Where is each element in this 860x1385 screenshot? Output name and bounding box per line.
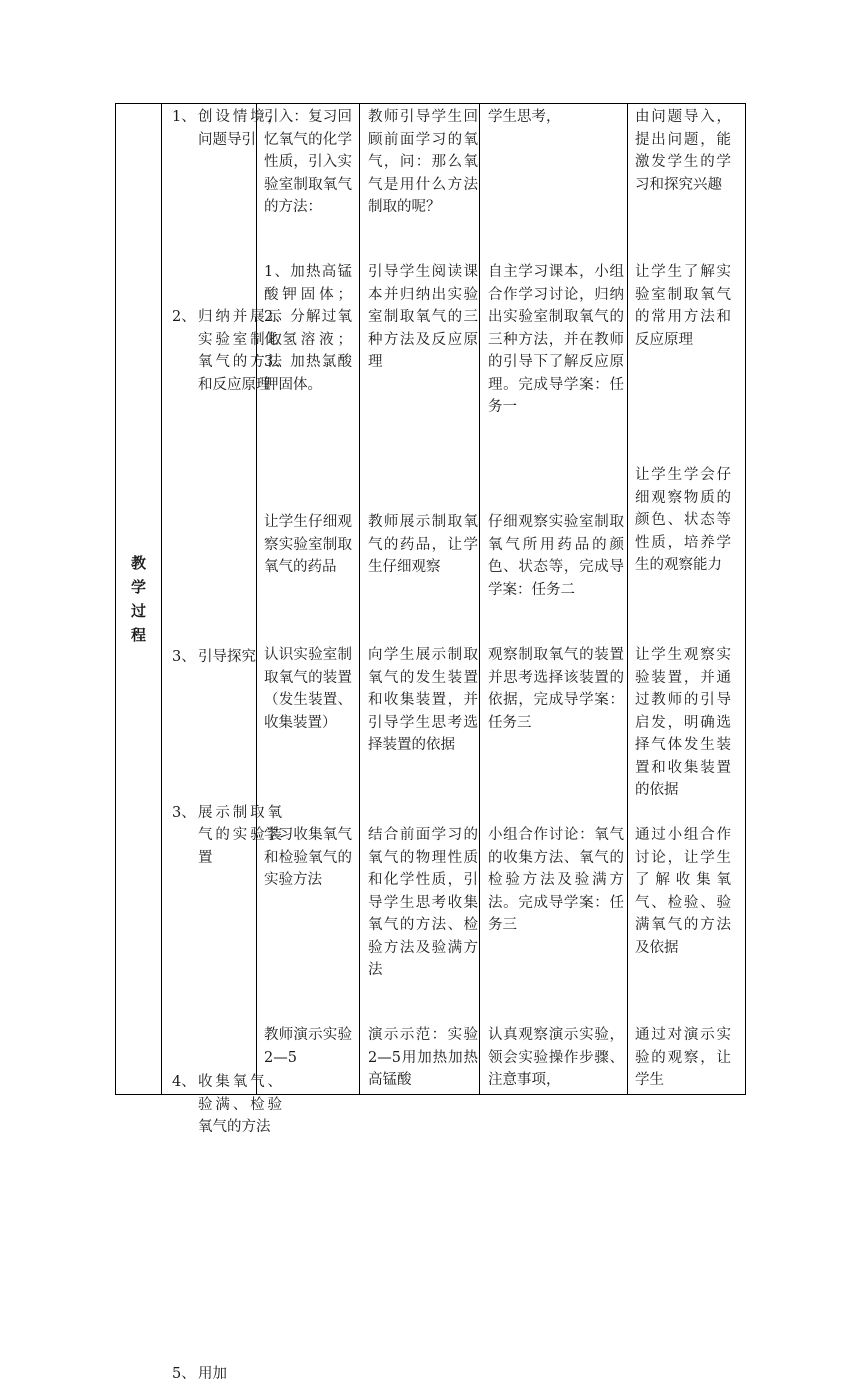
- lesson-plan-table: [115, 103, 746, 1095]
- student-1: 学生思考，: [488, 106, 624, 129]
- step-2-text: 归纳并展示实验室制取氧气的方法和反应原理: [198, 309, 282, 393]
- content-column: [257, 104, 360, 1095]
- content-4: 认识实验室制取氧气的装置（发生装置、收集装置）: [264, 644, 352, 734]
- step-1-text: 创设情境，问题导引: [198, 109, 282, 148]
- step-1-number: 1、: [172, 106, 196, 129]
- student-6: 认真观察演示实验，领会实验操作步骤、注意事项，: [488, 1024, 624, 1092]
- teacher-2: 引导学生阅读课本并归纳出实验室制取氧气的三种方法及反应原理: [368, 261, 478, 374]
- student-4: 观察制取氧气的装置并思考选择该装置的依据，完成导学案：任务三: [488, 644, 624, 734]
- intent-1: 由问题导入，提出问题，能激发学生的学习和探究兴趣: [635, 106, 731, 196]
- teacher-activity-column: [360, 104, 480, 1095]
- intent-2: 让学生了解实验室制取氧气的常用方法和反应原理: [635, 261, 731, 351]
- step-6-number: 5、: [172, 1363, 196, 1385]
- section-label: 教学过程: [131, 551, 147, 647]
- student-3: 仔细观察实验室制取氧气所用药品的颜色、状态等，完成导学案：任务二: [488, 511, 624, 601]
- student-5: 小组合作讨论：氧气的收集方法、氧气的检验方法及验满方法。完成导学案：任务三: [488, 824, 624, 937]
- step-6: [172, 1363, 282, 1385]
- content-1: 引入：复习回忆氧气的化学性质，引入实验室制取氧气的方法：: [264, 106, 352, 219]
- step-2-number: 2、: [172, 306, 196, 329]
- teacher-4: 向学生展示制取氧气的发生装置和收集装置，并引导学生思考选择装置的依据: [368, 644, 478, 757]
- teacher-5: 结合前面学习的氧气的物理性质和化学性质，引导学生思考收集氧气的方法、检验方法及验满方法: [368, 824, 478, 982]
- intent-5: 通过小组合作讨论，让学生了解收集氧气、检验、验满氧气的方法及依据: [635, 824, 731, 959]
- teacher-3: 教师展示制取氧气的药品，让学生仔细观察: [368, 511, 478, 579]
- teacher-1: 教师引导学生回顾前面学习的氧气，问：那么氧气是用什么方法制取的呢？: [368, 106, 478, 219]
- section-label-cell: [116, 104, 162, 1095]
- intent-3: 让学生学会仔细观察物质的颜色、状态等性质，培养学生的观察能力: [635, 464, 731, 577]
- student-activity-column: [480, 104, 628, 1095]
- intent-4: 让学生观察实验装置，并通过教师的引导启发，明确选择气体发生装置和收集装置的依据: [635, 644, 731, 802]
- step-4-number: 3、: [172, 802, 196, 825]
- design-intent-column: [628, 104, 746, 1095]
- content-2: 1、加热高锰酸钾固体；2、分解过氧化氢溶液；3、加热氯酸钾固体。: [264, 261, 352, 396]
- step-3-number: 3、: [172, 646, 196, 669]
- intent-6: 通过对演示实验的观察，让学生: [635, 1024, 731, 1092]
- step-6-text: 用加: [198, 1366, 227, 1382]
- teacher-6: 演示示范：实验2—5用加热加热高锰酸: [368, 1024, 478, 1092]
- content-5: 学习收集氧气和检验氧气的实验方法: [264, 824, 352, 892]
- step-column: [162, 104, 257, 1095]
- content-6: 教师演示实验2—5: [264, 1024, 352, 1069]
- student-2: 自主学习课本，小组合作学习讨论，归纳出实验室制取氧气的三种方法，并在教师的引导下了解反应原理。完成导学案：任务一: [488, 261, 624, 419]
- content-3: 让学生仔细观察实验室制取氧气的药品: [264, 511, 352, 579]
- step-3-text: 引导探究: [198, 649, 256, 665]
- step-5-number: 4、: [172, 1071, 196, 1094]
- step-5-text: 收集氧气、验满、检验氧气的方法: [198, 1074, 282, 1135]
- step-4-text: 展示制取氧气的实验装置: [198, 805, 282, 866]
